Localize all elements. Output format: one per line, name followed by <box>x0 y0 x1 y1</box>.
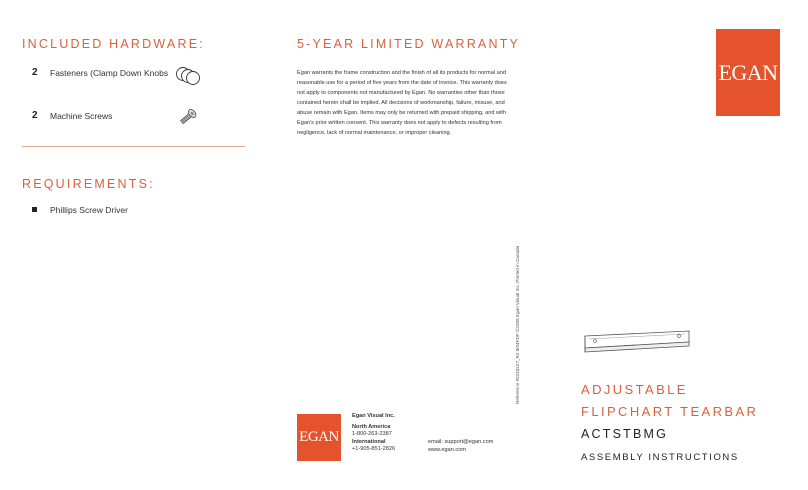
hardware-heading: INCLUDED HARDWARE: <box>22 37 205 51</box>
intl-phone: +1-905-851-2826 <box>352 446 396 452</box>
hardware-item-screws <box>32 109 252 129</box>
requirements-heading: REQUIREMENTS: <box>22 177 155 191</box>
requirement-label: Phillips Screw Driver <box>50 205 128 215</box>
requirement-item <box>32 204 232 218</box>
bullet-icon <box>32 207 37 212</box>
knobs-icon <box>175 65 203 87</box>
hardware-label: Fasteners (Clamp Down Knobs <box>50 68 169 78</box>
title-line1: ADJUSTABLE <box>581 382 688 397</box>
screw-icon <box>177 106 199 128</box>
hardware-label: Machine Screws <box>50 111 113 121</box>
tearbar-illustration <box>581 330 693 356</box>
assembly-subtitle: ASSEMBLY INSTRUCTIONS <box>581 452 739 463</box>
hardware-qty: 2 <box>32 67 38 78</box>
web-link[interactable]: www.egan.com <box>428 446 466 453</box>
email-link[interactable]: email: support@egan.com <box>428 439 494 445</box>
hardware-qty: 2 <box>32 110 38 121</box>
reference-text: Reference #0240227_R2 8/04PDF ©2008 Egan Visual Inc. Printed in Canada <box>515 245 520 404</box>
contact-block <box>352 413 432 454</box>
section-divider <box>22 146 245 147</box>
title-line2: FLIPCHART TEARBAR <box>581 404 759 419</box>
warranty-heading: 5-YEAR LIMITED WARRANTY <box>297 37 521 51</box>
hardware-item-fasteners <box>32 66 252 86</box>
intl-label: International <box>352 438 386 445</box>
na-phone: 1-800-263-2387 <box>352 431 392 437</box>
egan-logo-small: EGAN <box>297 414 341 461</box>
warranty-text: Egan warrants the frame construction and the finish of all its products for normal and reasonable use for a period of five years from the date of invoice. This warranty does not apply to components not manufactured by Egan. No warranties other than those contained herein shall be implied. All decisions of workmanship, failure, misuse, and abuse remain with Egan. Items may only be returned with prepaid shipping, and with Egan's prior written consent. This warranty does not apply to defects resulting from negligence, lack of normal maintenance, or improper cleaning. <box>297 70 507 136</box>
egan-logo-large: EGAN <box>716 29 780 116</box>
online-contact <box>428 439 528 454</box>
na-label: North America <box>352 423 391 430</box>
company-name: Egan Visual Inc. <box>352 413 395 419</box>
model-number: ACTSTBMG <box>581 427 669 441</box>
